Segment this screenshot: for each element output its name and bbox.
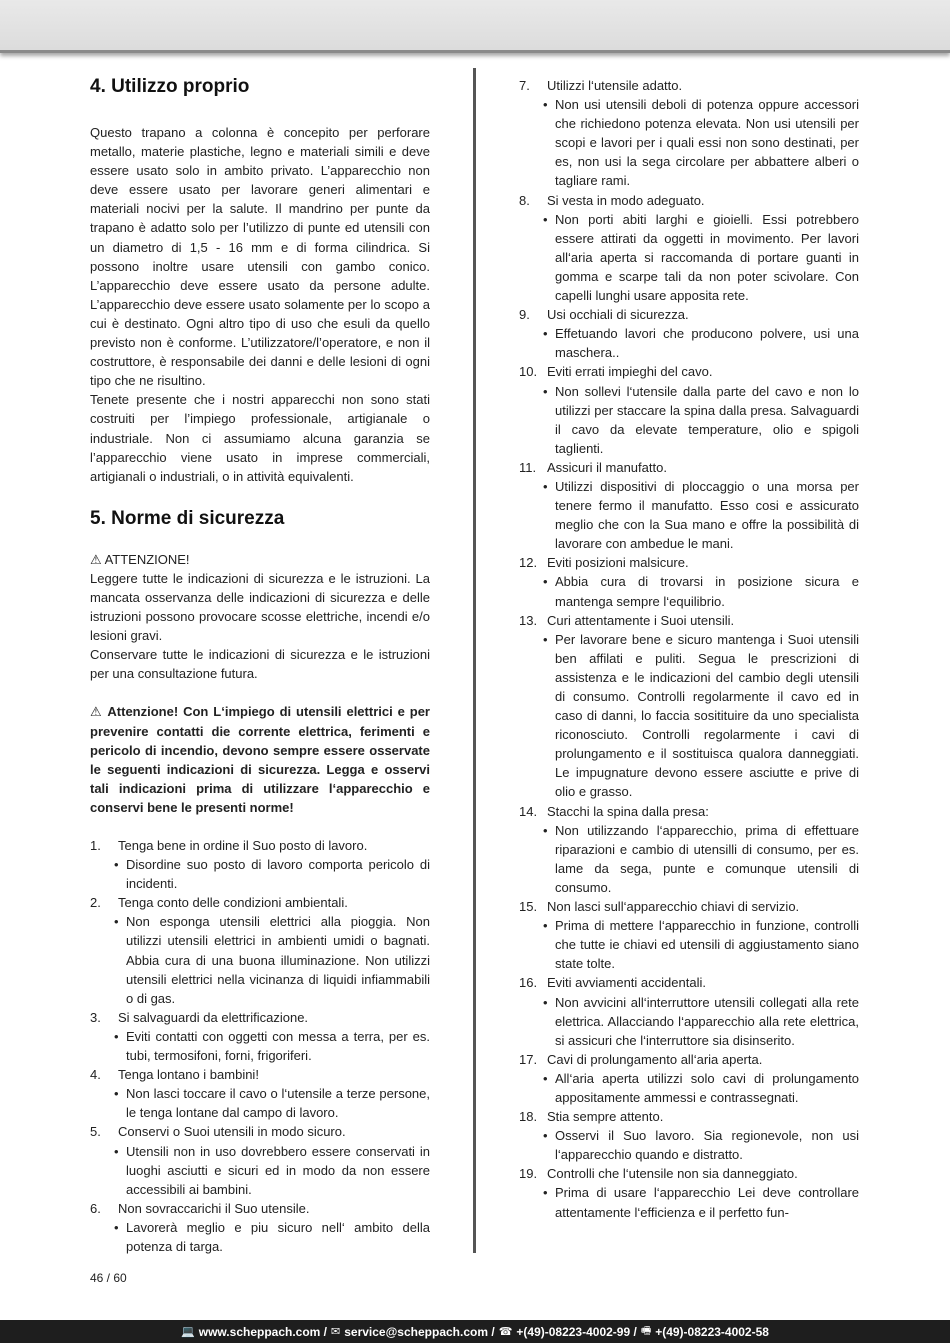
footer-fax: +(49)-08223-4002-58	[655, 1324, 769, 1339]
list-item-title-text: Eviti errati impieghi del cavo.	[547, 364, 713, 380]
list-item-bullet: • Per lavorare bene e sicuro mantenga i Suoi utensili ben affilati e puliti. Segua le prescrizioni di assistenza e le indicazioni del cambio degli utensili di consumo. Controlli regolarmente il cavo ed in caso di danni, lo faccia sositituire da uno specialista riconosciuto. Controlli regolarmente i cavi di prolungamento e il sostituisca qualora danneggiati. Le impugnature devono essere asciutte e prive di olio e grasso.	[519, 630, 859, 802]
list-item-number: 11.	[519, 459, 537, 475]
footer-bar	[0, 1320, 950, 1343]
list-item-bullet: • Non sollevi l‘utensile dalla parte del cavo e non lo utilizzi per staccare la spina dalla presa. Salvaguardi il cavo da elevate temperature, olio e spigoli taglienti.	[519, 382, 859, 458]
list-item-title-text: Non sovraccarichi il Suo utensile.	[118, 1200, 310, 1216]
list-item-title	[519, 553, 859, 572]
list-item-bullet: • Non utilizzando l‘apparecchio, prima di effettuare riparazioni e cambio di utensilli di consumo, per es. lame da sega, punte e comunque utensili di consumo.	[519, 821, 859, 897]
list-item-number: 8.	[519, 192, 530, 208]
list-item-bullet: • All‘aria aperta utilizzi solo cavi di prolungamento appositamente ammessi e contrassegnati.	[519, 1069, 859, 1107]
list-item-title-text: Assicuri il manufatto.	[547, 459, 667, 475]
list-item-title-text: Utilizzi l‘utensile adatto.	[547, 78, 683, 93]
list-item-number: 17.	[519, 1051, 538, 1067]
list-item-bullet: • Lavorerà meglio e piu sicuro nell‘ ambito della potenza di targa.	[90, 1218, 430, 1256]
bold-warning-text: Attenzione! Con L‘impiego di utensili elettrici e per prevenire contatti die corrente elettrica, ferimenti e pericolo di incendio, devono sempre essere osservate le seguenti indicazioni di sicurezza. Legga e osservi tali indicazioni prima di utilizzare l‘apparecchio e conservi bene le presenti norme!	[90, 704, 430, 815]
list-item-title	[90, 1199, 430, 1218]
list-item-title	[519, 897, 859, 916]
warning-triangle-icon: ⚠	[90, 551, 102, 567]
list-item-title-text: Tenga conto delle condizioni ambientali.	[118, 895, 348, 911]
list-item-title-text: Cavi di prolungamento all‘aria aperta.	[547, 1051, 763, 1067]
list-item-bullet: • Non esponga utensili elettrici alla pioggia. Non utilizzi utensili elettrici in ambienti umidi o bagnati. Abbia cura di una buona illuminazione. Non utilizzi utensili elettrici nella vicinanza di liquidi infiammabili o di gas.	[90, 912, 430, 1007]
list-item-title	[519, 973, 859, 992]
paragraph-non-professional: Tenete presente che i nostri apparecchi non sono stati costruiti per l’impiego professionale, artigianale o industriale. Non ci assumiamo alcuna garanzia se l’apparecchio viene usato in imprese commerciali, artigianali o industriali, o in attività equivalenti.	[90, 392, 430, 484]
fax-icon: 🖷	[640, 1325, 652, 1337]
list-item-title-text: Tenga lontano i bambini!	[118, 1067, 259, 1083]
phone-icon: ☎	[498, 1326, 513, 1338]
page-number: 46 / 60	[90, 1271, 127, 1285]
list-item-number: 3.	[90, 1009, 101, 1025]
safety-list-right	[519, 76, 859, 1222]
safety-list-left	[90, 836, 430, 1256]
list-item-title	[519, 802, 859, 821]
list-item-title	[519, 458, 859, 477]
footer-phone: +(49)-08223-4002-99 /	[516, 1324, 637, 1339]
list-item-title-text: Eviti posizioni malsicure.	[547, 555, 689, 571]
list-item-number: 9.	[519, 307, 530, 323]
list-item-bullet: • Prima di usare l‘apparecchio Lei deve controllare attentamente l‘efficienza e il perfetto fun-	[519, 1183, 859, 1221]
list-item-number: 16.	[519, 975, 538, 991]
list-item-title	[519, 1164, 859, 1183]
list-item-bullet: • Non avvicini all‘interruttore utensili collegati alla rete elettrica. Allacciando l‘apparecchio alla rete elettrica, si assicuri che l‘interruttore sia disinserito.	[519, 993, 859, 1050]
paragraph-read-instructions: Leggere tutte le indicazioni di sicurezza e le istruzioni. La mancata osservanza delle indicazioni di sicurezza e delle istruzioni possono provocare scosse elettriche, incendi e/o lesioni gravi.	[90, 570, 430, 644]
list-item-bullet: • Effetuando lavori che producono polvere, usi una maschera..	[519, 324, 859, 362]
attention-line	[90, 550, 430, 569]
list-item-bullet: • Osservi il Suo lavoro. Sia regionevole, non usi l‘apparecchio quando e distratto.	[519, 1126, 859, 1164]
list-item-title-text: Conservi o Suoi utensili in modo sicuro.	[118, 1124, 346, 1140]
list-item-number: 15.	[519, 899, 538, 915]
list-item-number: 19.	[519, 1166, 538, 1182]
list-item-title-text: Tenga bene in ordine il Suo posto di lavoro.	[118, 838, 368, 853]
list-item-title-text: Si vesta in modo adeguato.	[547, 192, 705, 208]
list-item-bullet: • Prima di mettere l‘apparecchio in funzione, controlli che tutte ie chiavi ed utensili di aggiustamento siano state tolte.	[519, 916, 859, 973]
section-heading-4: 4. Utilizzo proprio	[90, 76, 250, 97]
list-item-number: 12.	[519, 555, 538, 571]
list-item-bullet: • Abbia cura di trovarsi in posizione sicura e mantenga sempre l‘equilibrio.	[519, 572, 859, 610]
list-item-number: 1.	[90, 838, 101, 853]
list-item-number: 14.	[519, 803, 538, 819]
section-heading-5: 5. Norme di sicurezza	[90, 507, 285, 529]
list-item-title-text: Stacchi la spina dalla presa:	[547, 803, 709, 819]
list-item-number: 2.	[90, 895, 101, 911]
list-item-title-text: Eviti avviamenti accidentali.	[547, 975, 706, 991]
list-item-title-text: Usi occhiali di sicurezza.	[547, 307, 689, 323]
list-item-title-text: Si salvaguardi da elettrificazione.	[118, 1009, 309, 1025]
list-item-title	[519, 76, 859, 95]
list-item-title	[519, 1050, 859, 1069]
list-item-bullet: • Utensili non in uso dovrebbero essere conservati in luoghi asciutti e sicuri ed in modo da non essere accessibili ai bambini.	[90, 1142, 430, 1199]
list-item-bullet: • Eviti contatti con oggetti con messa a terra, per es. tubi, termosifoni, forni, frigoriferi.	[90, 1027, 430, 1065]
list-item-title-text: Curi attentamente i Suoi utensili.	[547, 612, 735, 628]
list-item-bullet: • Utilizzi dispositivi di ploccaggio o una morsa per tenere fermo il manufatto. Esso cosi e assicurato meglio che con la Sua mano e offre la possibilità di lavorare con ambedue le mani.	[519, 477, 859, 553]
list-item-bullet: • Non porti abiti larghi e gioielli. Essi potrebbero essere attirati da oggetti in movimento. Per lavori all‘aria aperta si raccomanda di portare guanti in gomma e scarpe tali da non poter scivolare. Con capelli lunghi usare apposita rete.	[519, 210, 859, 305]
list-item-number: 10.	[519, 364, 538, 380]
list-item-bullet: • Non lasci toccare il cavo o l‘utensile a terze persone, le tenga lontane dal campo di lavoro.	[90, 1084, 430, 1122]
email-icon: ✉	[331, 1326, 341, 1338]
list-item-title	[519, 362, 859, 381]
list-item-title	[90, 1065, 430, 1084]
list-item-number: 13.	[519, 612, 538, 628]
list-item-bullet: • Non usi utensili deboli di potenza oppure accessori che richiedono potenza elevata. Non usi utensili per scopi e lavori per i quali essi non sono destinati, per es, non usi la sega circolare per abbattere alberi o tagliare rami.	[519, 95, 859, 190]
list-item-number: 7.	[519, 78, 530, 93]
footer-email[interactable]: service@scheppach.com /	[344, 1324, 495, 1339]
list-item-title	[90, 893, 430, 912]
list-item-number: 4.	[90, 1067, 101, 1083]
attention-label: ATTENZIONE!	[104, 551, 190, 567]
list-item-title	[519, 305, 859, 324]
list-item-number: 18.	[519, 1109, 538, 1125]
column-divider	[473, 68, 476, 1253]
computer-icon: 💻	[181, 1326, 195, 1338]
list-item-title	[519, 611, 859, 630]
top-header-bar	[0, 0, 950, 53]
list-item-title	[90, 1008, 430, 1027]
right-column	[519, 76, 859, 1222]
list-item-number: 5.	[90, 1124, 101, 1140]
paragraph-keep-instructions: Conservare tutte le indicazioni di sicurezza e le istruzioni per una consultazione futura.	[90, 647, 430, 682]
paragraph-intended-use: Questo trapano a colonna è concepito per perforare metallo, materie plastiche, legno e materiali simili e deve essere usato solo in ambito privato. L’apparecchio non deve essere usato per lavorare generi alimentari e materiali nocivi per la salute. Il mandrino per punte da trapano è adatto solo per l’utilizzo di punte ed utensili con un diametro di 1,5 - 16 mm e di forma cilindrica. Si possono inoltre usare utensili con gambo conico. L’apparecchio deve essere usato da persone adulte. L’apparecchio deve essere usato solamente per lo scopo a cui è destinato. Ogni altro tipo di uso che esuli da quello previsto non è conforme. L’utilizzatore/l’operatore, e non il costruttore, è responsabile dei danni e delle lesioni di ogni tipo che ne risultino.	[90, 125, 430, 389]
list-item-bullet: • Disordine suo posto di lavoro comporta pericolo di incidenti.	[90, 855, 430, 893]
list-item-number: 6.	[90, 1200, 101, 1216]
list-item-title-text: Controlli che l‘utensile non sia danneggiato.	[547, 1166, 798, 1182]
list-item-title	[519, 1107, 859, 1126]
list-item-title-text: Stia sempre attento.	[547, 1109, 664, 1125]
warning-triangle-icon: ⚠	[90, 704, 103, 720]
list-item-title	[519, 191, 859, 210]
left-column	[90, 76, 430, 1256]
list-item-title	[90, 836, 430, 855]
list-item-title	[90, 1122, 430, 1141]
footer-website[interactable]: www.scheppach.com /	[198, 1324, 328, 1339]
bold-warning	[90, 702, 430, 817]
list-item-title-text: Non lasci sull‘apparecchio chiavi di servizio.	[547, 899, 800, 915]
